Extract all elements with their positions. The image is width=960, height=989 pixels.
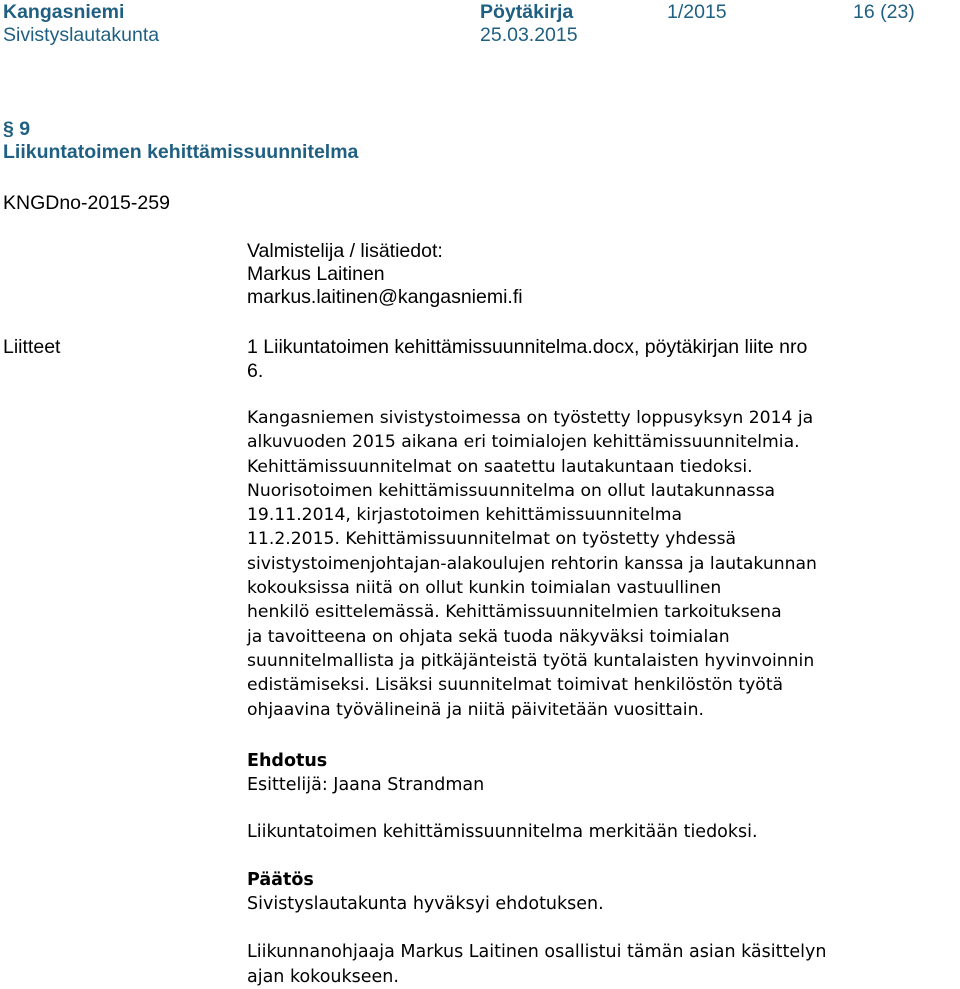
- section-symbol: §: [3, 118, 14, 140]
- attachment-line-2: 6.: [247, 360, 264, 382]
- page-number: 16 (23): [853, 1, 915, 23]
- body-line: Nuorisotoimen kehittämissuunnitelma on ollut lautakunnassa: [247, 480, 776, 501]
- org-name: Kangasniemi: [3, 1, 125, 23]
- body-line: edistämiseksi. Lisäksi suunnitelmat toimivat henkilöstön työtä: [247, 675, 784, 696]
- body-line: Kangasniemen sivistystoimessa on työstetty loppusyksyn 2014 ja: [247, 408, 814, 428]
- attachments-label: Liitteet: [3, 336, 61, 358]
- body-line: ohjaavina työvälineinä ja niitä päivitetään vuosittain.: [247, 699, 704, 720]
- attachment-line-1: 1 Liikuntatoimen kehittämissuunnitelma.docx, pöytäkirjan liite nro: [247, 336, 808, 358]
- body-paragraph: [247, 406, 817, 722]
- proposal-text: Liikuntatoimen kehittämissuunnitelma merkitään tiedoksi.: [247, 822, 758, 842]
- body-line: ja tavoitteena on ohjata sekä tuoda näkyväksi toimialan: [247, 626, 730, 647]
- body-line: alkuvuoden 2015 aikana eri toimialojen kehittämissuunnitelmia.: [247, 432, 800, 453]
- decision-note-line: ajan kokoukseen.: [247, 966, 399, 987]
- decision-heading: Päätös: [247, 870, 314, 890]
- decision-text: Sivistyslautakunta hyväksyi ehdotuksen.: [247, 894, 604, 914]
- section-title: Liikuntatoimen kehittämissuunnitelma: [3, 141, 359, 163]
- proposal-presenter: Esittelijä: Jaana Strandman: [247, 775, 485, 795]
- section-number: 9: [19, 118, 31, 140]
- body-line: 11.2.2015. Kehittämissuunnitelmat on työstetty yhdessä: [247, 529, 737, 550]
- decision-note-line: Liikunnanohjaaja Markus Laitinen osallistui tämän asian käsittelyn: [247, 942, 827, 962]
- body-line: sivistystoimenjohtajan-alakoulujen rehtorin kanssa ja lautakunnan: [247, 553, 817, 574]
- document-type: Pöytäkirja: [480, 1, 574, 23]
- document-number: 1/2015: [667, 1, 727, 23]
- body-line: Kehittämissuunnitelmat on saatettu lautakuntaan tiedoksi.: [247, 456, 753, 477]
- section-number-line: [3, 117, 30, 141]
- meeting-date: 25.03.2015: [480, 24, 578, 46]
- body-line: 19.11.2014, kirjastotoimen kehittämissuunnitelma: [247, 505, 683, 526]
- proposal-heading: Ehdotus: [247, 751, 328, 771]
- reference-number: KNGDno-2015-259: [3, 192, 170, 214]
- preparer-email[interactable]: markus.laitinen@kangasniemi.fi: [247, 286, 523, 308]
- preparer-label: Valmistelija / lisätiedot:: [247, 240, 443, 262]
- body-line: kokouksissa niitä on ollut kunkin toimialan vastuullinen: [247, 578, 722, 599]
- preparer-name: Markus Laitinen: [247, 263, 385, 285]
- body-line: suunnitelmallista ja pitkäjänteistä työtä kuntalaisten hyvinvoinnin: [247, 650, 815, 671]
- committee-name: Sivistyslautakunta: [3, 24, 160, 46]
- decision-note: [247, 940, 826, 989]
- body-line: henkilö esittelemässä. Kehittämissuunnitelmien tarkoituksena: [247, 602, 782, 623]
